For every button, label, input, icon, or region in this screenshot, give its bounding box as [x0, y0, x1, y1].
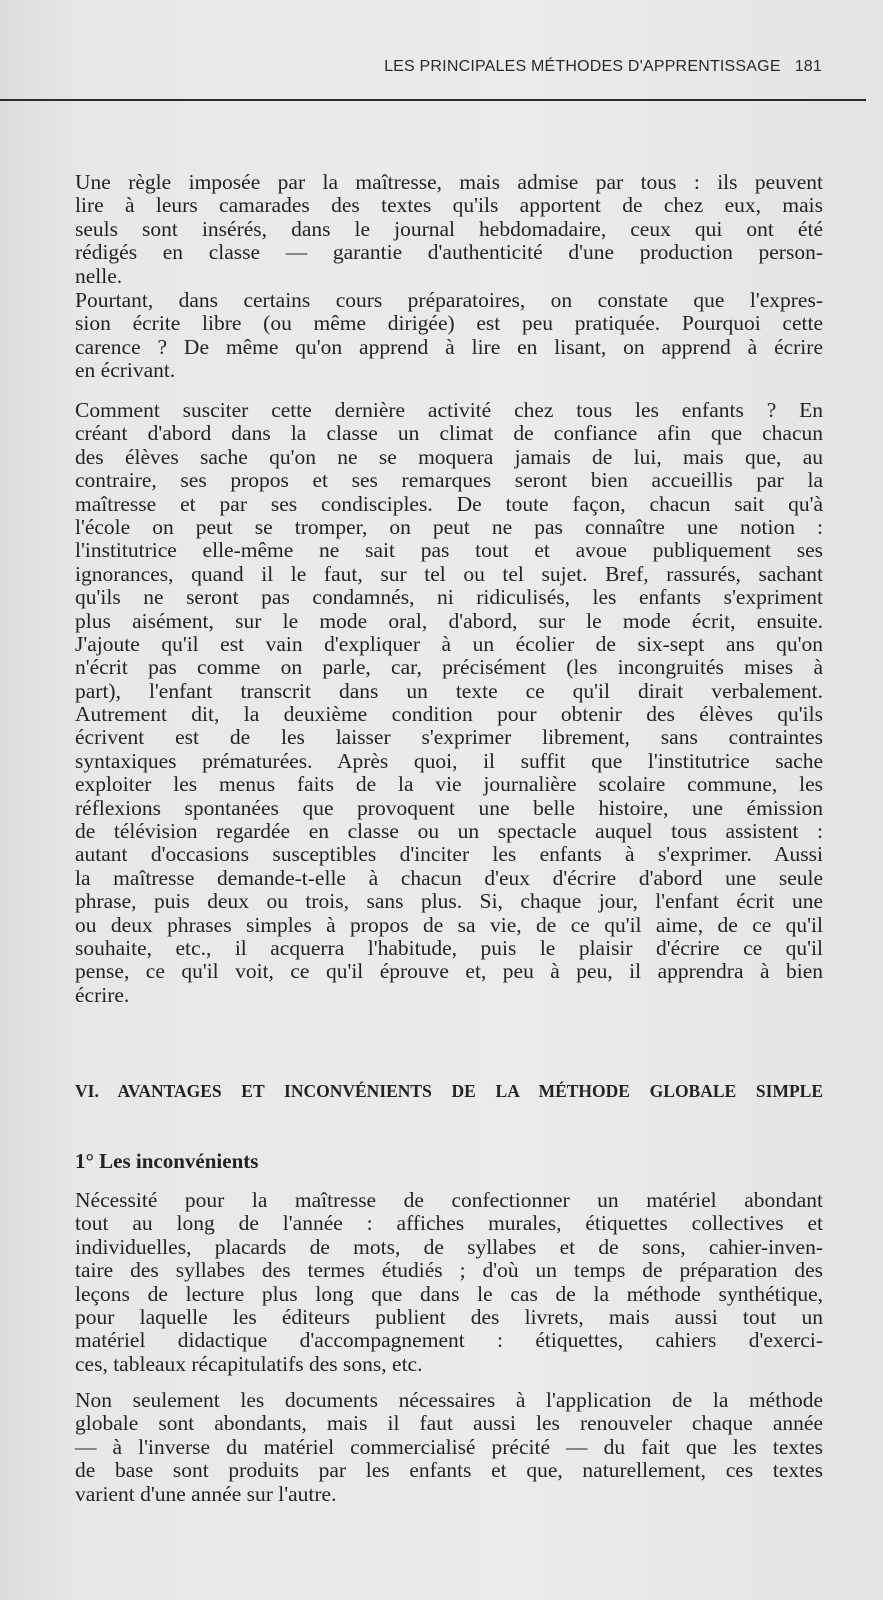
text-line: ignorances, quand il le faut, sur tel ou tel sujet. Bref, rassurés, sachant — [75, 561, 823, 586]
text-line: des élèves sache qu'on ne se moquera jamais de lui, mais que, au — [75, 444, 823, 469]
text-line: pense, ce qu'il voit, ce qu'il éprouve et, peu à peu, il apprendra à bien — [75, 959, 823, 984]
paragraph-5 — [75, 1389, 823, 1506]
running-header — [0, 58, 822, 76]
paragraph-2 — [75, 289, 823, 383]
subsection-heading: 1° Les inconvénients — [75, 1149, 259, 1173]
text-line: plus aisément, sur le mode oral, d'abord, sur le mode écrit, ensuite. — [75, 608, 823, 633]
text-line: autant d'occasions susceptibles d'inciter les enfants à s'exprimer. Aussi — [75, 842, 823, 867]
text-line: l'institutrice elle-même ne sait pas tout et avoue publiquement ses — [75, 538, 823, 563]
text-line: phrase, puis deux ou trois, sans plus. Si, chaque jour, l'enfant écrit une — [75, 889, 823, 914]
section-heading: VI. AVANTAGES ET INCONVÉNIENTS DE LA MÉTHODE GLOBALE SIMPLE — [75, 1081, 823, 1101]
text-line: écrivent est de les laisser s'exprimer librement, sans contraintes — [75, 725, 823, 750]
paragraph-1 — [75, 171, 823, 288]
text-line: contraire, ses propos et ses remarques seront bien accueillis par la — [75, 468, 823, 493]
text-line: n'écrit pas comme on parle, car, précisément (les incongruités mises à — [75, 655, 823, 680]
header-rule — [0, 99, 866, 101]
text-line: individuelles, placards de mots, de syllabes et de sons, cahier-inven- — [75, 1234, 823, 1259]
text-line: Autrement dit, la deuxième condition pour obtenir des élèves qu'ils — [75, 702, 823, 727]
paragraph-3 — [75, 399, 823, 1007]
text-line: de télévision regardée en classe ou un spectacle auquel tous assistent : — [75, 819, 823, 844]
text-line: pour laquelle les éditeurs publient des livrets, mais aussi tout un — [75, 1304, 823, 1329]
text-line: ces, tableaux récapitulatifs des sons, etc. — [75, 1351, 423, 1376]
text-line: carence ? De même qu'on apprend à lire en lisant, on apprend à écrire — [75, 334, 823, 359]
text-line: en écrivant. — [75, 358, 176, 383]
text-line: taire des syllabes des termes étudiés ; d'où un temps de préparation des — [75, 1258, 823, 1283]
text-line: qu'ils ne seront pas condamnés, ni ridiculisés, les enfants s'expriment — [75, 585, 823, 610]
text-line: ou deux phrases simples à propos de sa vie, de ce qu'il aime, de ce qu'il — [75, 912, 823, 937]
text-line: Comment susciter cette dernière activité chez tous les enfants ? En — [75, 398, 823, 422]
text-line: globale sont abondants, mais il faut aussi les renouveler chaque année — [75, 1411, 823, 1436]
text-line: Nécessité pour la maîtresse de confectionner un matériel abondant — [75, 1188, 823, 1212]
text-line: leçons de lecture plus long que dans le cas de la méthode synthétique, — [75, 1281, 823, 1306]
page-number: 181 — [794, 58, 822, 75]
text-line: la maîtresse demande-t-elle à chacun d'eux d'écrire d'abord une seule — [75, 865, 823, 890]
text-line: exploiter les menus faits de la vie journalière scolaire commune, les — [75, 772, 823, 797]
text-line: écrire. — [75, 982, 130, 1007]
text-line: lire à leurs camarades des textes qu'ils apportent de chez eux, mais — [75, 193, 823, 218]
text-line: souhaite, etc., il acquerra l'habitude, puis le plaisir d'écrire ce qu'il — [75, 935, 823, 960]
text-line: de base sont produits par les enfants et que, naturellement, ces textes — [75, 1458, 823, 1483]
text-line: matériel didactique d'accompagnement : étiquettes, cahiers d'exerci- — [75, 1328, 823, 1353]
text-line: part), l'enfant transcrit dans un texte ce qu'il dirait verbalement. — [75, 678, 823, 703]
text-line: maîtresse et par ses condisciples. De toute façon, chacun sait qu'à — [75, 491, 823, 516]
text-line: réflexions spontanées que provoquent une belle histoire, une émission — [75, 795, 823, 820]
running-title: LES PRINCIPALES MÉTHODES D'APPRENTISSAGE — [384, 58, 781, 75]
text-line: J'ajoute qu'il est vain d'expliquer à un écolier de six-sept ans qu'on — [75, 631, 823, 656]
text-line: créant d'abord dans la classe un climat de confiance afin que chacun — [75, 421, 823, 446]
paragraph-4 — [75, 1189, 823, 1376]
text-line: tout au long de l'année : affiches murales, étiquettes collectives et — [75, 1211, 823, 1236]
text-line: syntaxiques prématurées. Après quoi, il suffit que l'institutrice sache — [75, 748, 823, 773]
text-line: sion écrite libre (ou même dirigée) est peu pratiquée. Pourquoi cette — [75, 311, 823, 336]
text-line: Une règle imposée par la maîtresse, mais admise par tous : ils peuvent — [75, 170, 823, 194]
text-line: nelle. — [75, 263, 123, 288]
text-line: — à l'inverse du matériel commercialisé précité — du fait que les textes — [75, 1434, 823, 1459]
text-line: Non seulement les documents nécessaires à l'application de la méthode — [75, 1388, 823, 1412]
text-line: seuls sont insérés, dans le journal hebdomadaire, ceux qui ont été — [75, 216, 823, 241]
text-line: Pourtant, dans certains cours préparatoires, on constate que l'expres- — [75, 288, 823, 312]
text-line: rédigés en classe — garantie d'authenticité d'une production person- — [75, 240, 823, 265]
text-line: l'école on peut se tromper, on peut ne pas connaître une notion : — [75, 514, 823, 539]
text-line: varient d'une année sur l'autre. — [75, 1481, 337, 1506]
